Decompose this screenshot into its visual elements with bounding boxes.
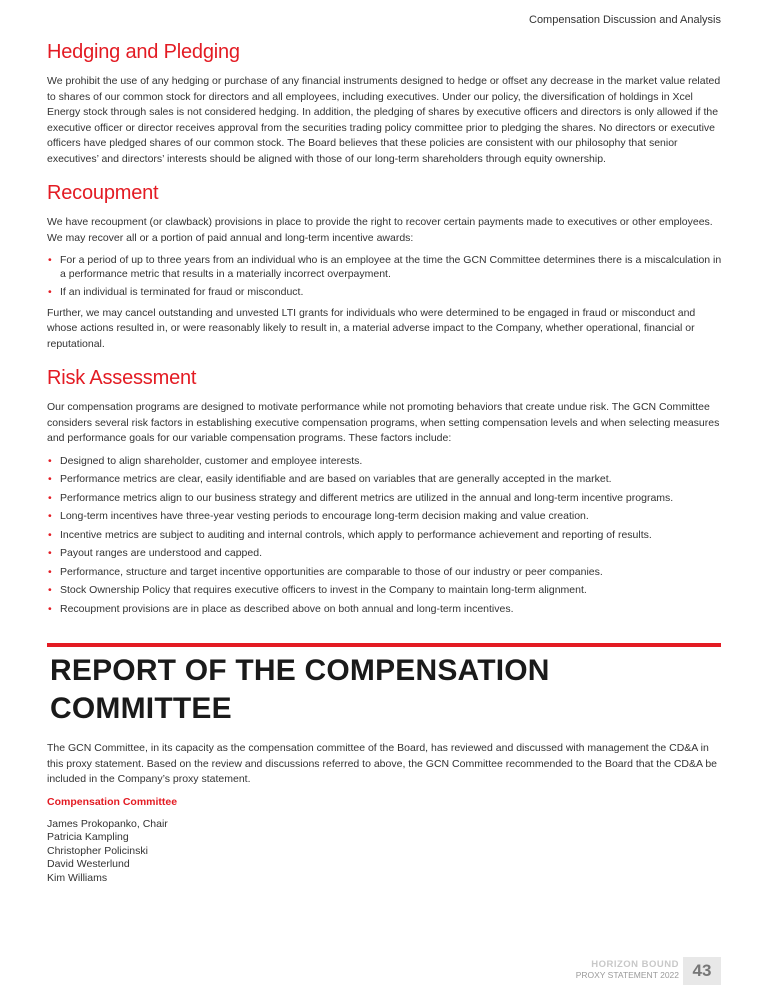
list-item bbox=[47, 529, 723, 543]
running-header: Compensation Discussion and Analysis bbox=[529, 14, 721, 26]
bullet-icon: • bbox=[48, 602, 52, 615]
section-risk-assessment bbox=[47, 366, 723, 616]
paragraph: We prohibit the use of any hedging or purchase of any financial instruments designed to hedge or offset any decrease in the market value related to shares of our common stock for directors and all employees, including executives. Under our policy, the diversification of holdings in Xcel Energy stock through sales is not considered hedging. In addition, the pledging of shares by executive officers and directors is only allowed if the executive officer or director receives approval from the securities trading policy committee prior to pledging the shares. No directors or executive officers have pledged shares of our common stock. The Board believes that these policies are consistent with our philosophy that senior executives’ and directors’ interests should be aligned with those of our long-term shareholders through equity ownership. bbox=[47, 75, 721, 165]
list-item bbox=[47, 286, 723, 300]
bullet-list bbox=[47, 455, 723, 617]
member-name: James Prokopanko, Chair bbox=[47, 817, 168, 830]
list-item bbox=[47, 603, 723, 617]
list-item bbox=[47, 584, 723, 598]
list-item-text: Payout ranges are understood and capped. bbox=[60, 547, 262, 559]
list-item-text: Incentive metrics are subject to auditing and internal controls, which apply to performance achievement and reporting of results. bbox=[60, 528, 652, 541]
bullet-icon: • bbox=[48, 510, 52, 522]
bullet-icon: • bbox=[48, 584, 52, 596]
bullet-list bbox=[47, 254, 723, 300]
list-item-text: Designed to align shareholder, customer and employee interests. bbox=[60, 454, 363, 467]
member-name: Christopher Policinski bbox=[47, 844, 148, 857]
footer-text bbox=[576, 957, 683, 985]
list-item bbox=[47, 566, 723, 580]
list-item bbox=[47, 473, 723, 487]
bullet-icon: • bbox=[48, 473, 52, 485]
list-item bbox=[47, 455, 723, 469]
member-name: Patricia Kampling bbox=[47, 831, 129, 843]
report-paragraph: The GCN Committee, in its capacity as the compensation committee of the Board, has reviewed and discussed with management the CD&A in this proxy statement. Based on the review and discussions referred to above, the GCN Committee recommended to the Board that the CD&A be included in the Company’s proxy statement. bbox=[47, 742, 718, 785]
list-item-text: Recoupment provisions are in place as described above on both annual and long-term incentives. bbox=[60, 602, 514, 615]
list-item-text: Stock Ownership Policy that requires executive officers to invest in the Company to maintain long-term alignment. bbox=[60, 584, 587, 596]
bullet-icon: • bbox=[48, 528, 52, 541]
bullet-icon: • bbox=[48, 547, 52, 559]
report-section bbox=[47, 741, 723, 885]
list-item-text: Performance metrics are clear, easily identifiable and are based on variables that are generally accepted in the market. bbox=[60, 473, 612, 485]
list-item-text: Performance, structure and target incentive opportunities are comparable to those of our industry or peer companies. bbox=[60, 565, 603, 578]
paragraph: Our compensation programs are designed to motivate performance while not promoting behaviors that create undue risk. The GCN Committee considers several risk factors in establishing executive compensation programs, when setting compensation levels and when selecting measures and performance goals for our variable compensation programs. These factors include: bbox=[47, 401, 720, 444]
page-footer bbox=[576, 957, 721, 985]
committee-label: Compensation Committee bbox=[47, 795, 178, 808]
report-title: REPORT OF THE COMPENSATION COMMITTEE bbox=[50, 654, 550, 725]
list-item-text: For a period of up to three years from an individual who is an employee at the time the GCN Committee determines there is a miscalculation in a performance metric that results in a materially incorrect overpayment. bbox=[60, 254, 722, 280]
section-title: Hedging and Pledging bbox=[47, 41, 240, 63]
section-divider bbox=[47, 643, 721, 647]
section-title: Risk Assessment bbox=[47, 367, 197, 389]
list-item-text: If an individual is terminated for fraud or misconduct. bbox=[60, 286, 304, 298]
list-item bbox=[47, 254, 723, 281]
footer-subtitle: PROXY STATEMENT 2022 bbox=[575, 970, 679, 980]
footer-brand: HORIZON BOUND bbox=[591, 959, 679, 970]
member-name: David Westerlund bbox=[47, 858, 130, 870]
bullet-icon: • bbox=[48, 565, 52, 578]
committee-members bbox=[47, 818, 723, 886]
bullet-icon: • bbox=[48, 491, 52, 504]
section-title: Recoupment bbox=[47, 182, 159, 204]
list-item-text: Long-term incentives have three-year vesting periods to encourage long-term decision making and value creation. bbox=[60, 510, 589, 522]
bullet-icon: • bbox=[48, 286, 52, 298]
bullet-icon: • bbox=[48, 454, 52, 467]
section-recoupment bbox=[47, 181, 723, 352]
page-number: 43 bbox=[683, 957, 721, 985]
list-item bbox=[47, 510, 723, 524]
bullet-icon: • bbox=[48, 254, 52, 266]
paragraph: We have recoupment (or clawback) provisions in place to provide the right to recover certain payments made to executives or other employees. We may recover all or a portion of paid annual and long-term incentive awards: bbox=[47, 216, 713, 244]
section-hedging-pledging bbox=[47, 40, 723, 167]
list-item bbox=[47, 492, 723, 506]
list-item bbox=[47, 547, 723, 561]
list-item-text: Performance metrics align to our business strategy and different metrics are utilized in the annual and long-term incentive programs. bbox=[60, 491, 674, 504]
paragraph: Further, we may cancel outstanding and unvested LTI grants for individuals who were determined to be engaged in fraud or misconduct and whose actions resulted in, or were reasonably likely to result in, a material adverse impact to the Company, whether operational, financial or reputational. bbox=[47, 306, 696, 350]
main-content bbox=[47, 40, 723, 622]
member-name: Kim Williams bbox=[47, 871, 108, 884]
